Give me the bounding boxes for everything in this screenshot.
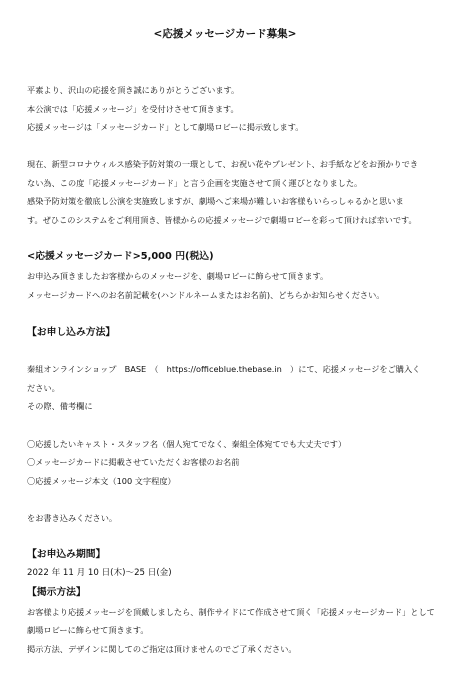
page-title: <応援メッセージカード募集> [153,28,297,40]
price-line: お申込み頂きましたお客様からのメッセージを、劇場ロビーに飾らせて頂きます。 [27,271,329,281]
period-dates: 2022 年 11 月 10 日(木)～25 日(金) [27,568,172,578]
howto-line: その際、備考欄に [27,401,93,411]
howto-heading: 【お申し込み方法】 [27,327,116,338]
price-line: メッセージカードへのお名前記載を(ハンドルネームまたはお名前)、どちらかお知らせください。 [27,290,385,300]
intro-line: 本公演では「応援メッセージ」を受付けさせて頂きます。 [27,104,239,114]
price-heading: <応援メッセージカード>5,000 円(税込) [27,251,214,262]
howto-line: ださい。 [27,383,60,393]
howto-item: 〇メッセージカードに掲載させていただくお客様のお名前 [27,457,240,467]
howto-line: 秦組オンラインショップ BASE （ https://officeblue.thebase.in ）にて、応援メッセージをご購入く [27,364,421,374]
period-heading: 【お申込み期間】 [27,549,106,560]
display-line: お客様より応援メッセージを頂戴しましたら、制作サイドにて作成させて頂く「応援メッセージカード」として [27,607,435,617]
howto-closing: をお書き込みください。 [27,513,118,523]
howto-item: 〇応援メッセージ本文（100 文字程度） [27,476,176,486]
intro-line: 応援メッセージは「メッセージカード」として劇場ロビーに掲示致します。 [27,122,304,132]
background-line: す。ぜひこのシステムをご利用頂き、皆様からの応援メッセージで劇場ロビーを彩って頂ければ幸いです。 [27,215,417,225]
intro-line: 平素より、沢山の応援を頂き誠にありがとうございます。 [27,85,240,95]
background-line: ない為、この度「応援メッセージカード」と言う企画を実施させて頂く運びとなりました。 [27,178,363,188]
display-line: 掲示方法、デザインに関してのご指定は頂けませんのでご了承ください。 [27,644,297,654]
display-heading: 【掲示方法】 [27,587,86,598]
display-line: 劇場ロビーに飾らせて頂きます。 [27,625,149,635]
background-line: 現在、新型コロナウィルス感染予防対策の一環として、お祝い花やプレゼント、お手紙などをお預かりでき [27,159,419,169]
background-line: 感染予防対策を徹底し公演を実施致しますが、劇場へご来場が難しいお客様もいらっしゃるかと思いま [27,196,404,206]
howto-item: 〇応援したいキャスト・スタッフ名（個人宛てでなく、秦組全体宛てでも大丈夫です） [27,439,347,449]
